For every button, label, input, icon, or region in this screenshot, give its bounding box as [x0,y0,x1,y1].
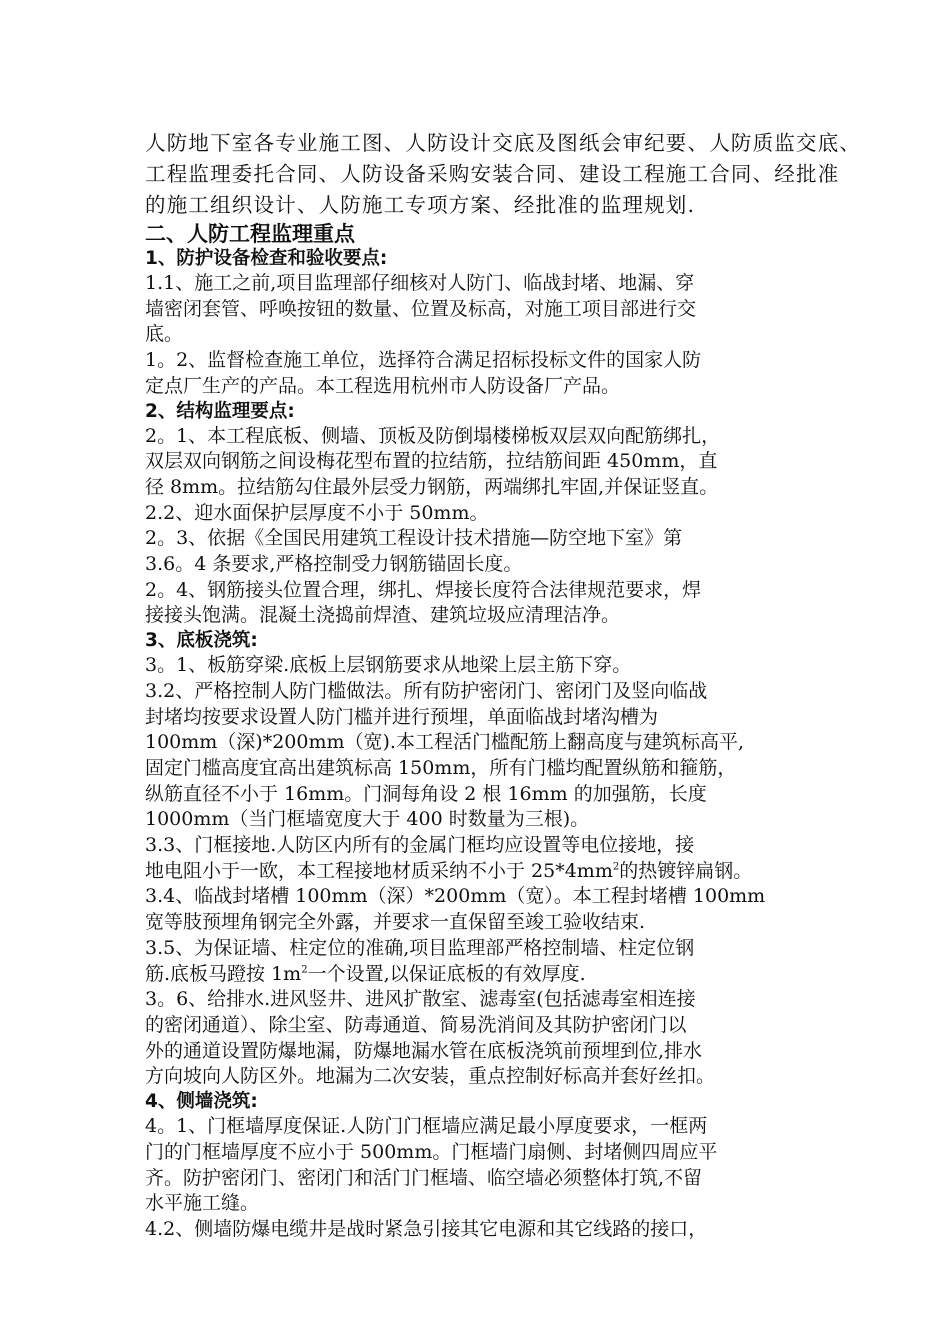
text-line: 3.3、门框接地.人防区内所有的金属门框均应设置等电位接地，接 [145,834,695,857]
text-line: 2。1、本工程底板、侧墙、顶板及防倒塌楼梯板双层双向配筋绑扎， [145,424,721,447]
text-segment: 筋.底板马蹬按 1m [145,962,302,985]
text-line: 水平施工缝。 [145,1192,260,1215]
text-line: 接接头饱满。混凝土浇捣前焊渣、建筑垃圾应清理洁净。 [145,604,621,627]
text-line: 2。4、钢筋接头位置合理，绑扎、焊接长度符合法律规范要求，焊 [145,578,702,601]
text-line: 墙密闭套管、呼唤按钮的数量、位置及标高，对施工项目部进行交 [145,297,697,320]
section-heading: 二、人防工程监理重点 [145,222,355,246]
text-line: 2.2、迎水面保护层厚度不小于 50mm。 [145,501,489,524]
superscript: 2 [301,964,308,976]
text-line: 1。2、监督检查施工单位，选择符合满足招标投标文件的国家人防 [145,349,702,372]
text-line: 4.2、侧墙防爆电缆井是战时紧急引接其它电源和其它线路的接口， [145,1217,708,1240]
intro-paragraph [145,128,905,221]
text-segment: 地电阻小于一欧，本工程接地材质采纳不小于 25*4mm [145,859,613,882]
subsection-body-3 [145,653,905,1090]
text-line: 径 8mm。拉结筋勾住最外层受力钢筋，两端绑扎牢固,并保证竖直。 [145,475,719,498]
text-line: 2。3、依据《全国民用建筑工程设计技术措施—防空地下室》第 [145,527,683,550]
text-line: 固定门槛高度宜高出建筑标高 150mm，所有门槛均配置纵筋和箍筋， [145,756,737,779]
document-page [145,128,905,1243]
subsection-title-4: 4、侧墙浇筑: [145,1091,258,1113]
text-line: 宽等肢预埋角钢完全外露，并要求一直保留至竣工验收结束. [145,911,646,934]
text-line: 齐。防护密闭门、密闭门和活门门框墙、临空墙必须整体打筑,不留 [145,1166,703,1189]
subsection-title-3: 3、底板浇筑: [145,630,258,652]
text-line: 100mm（深)*200mm（宽).本工程活门槛配筋上翻高度与建筑标高平, [145,731,745,754]
text-line [145,962,905,988]
subsection-body-2 [145,424,905,630]
subsection-body-1 [145,271,905,400]
text-line: 封堵均按要求设置人防门槛并进行预埋，单面临战封堵沟槽为 [145,705,659,728]
text-line: 3.4、临战封堵槽 100mm（深）*200mm（宽）。本工程封堵槽 100mm [145,885,766,908]
subsection-body-4 [145,1114,905,1243]
text-line: 4。1、门框墙厚度保证.人防门门框墙应满足最小厚度要求，一框两 [145,1115,708,1138]
text-line: 双层双向钢筋之间设梅花型布置的拉结筋，拉结筋间距 450mm，直 [145,450,718,473]
text-line: 1.1、施工之前,项目监理部仔细核对人防门、临战封堵、地漏、穿 [145,272,695,294]
text-segment: 的热镀锌扁钢。 [619,859,753,882]
text-line: 纵筋直径不小于 16mm。门洞每角设 2 根 16mm 的加强筋，长度 [145,782,707,805]
subsection-title-1: 1、防护设备检查和验收要点: [145,248,388,269]
text-line [145,859,905,885]
text-line: 人防地下室各专业施工图、人防设计交底及图纸会审纪要、人防质监交底、 [145,131,862,155]
text-line: 3.2、严格控制人防门槛做法。所有防护密闭门、密闭门及竖向临战 [145,679,708,702]
text-line: 的施工组织设计、人防施工专项方案、经批准的监理规划. [145,193,696,217]
text-line: 3。6、给排水.进风竖井、进风扩散室、滤毒室(包括滤毒室相连接 [145,988,696,1011]
superscript: 2 [612,861,620,873]
text-line: 底。 [145,323,184,346]
text-line: 方向坡向人防区外。地漏为二次安装，重点控制好标高并套好丝扣。 [145,1065,716,1088]
text-line: 3.6。4 条要求,严格控制受力钢筋锚固长度。 [145,553,523,576]
text-line: 1000mm（当门框墙宽度大于 400 时数量为三根)。 [145,808,590,831]
text-segment: 一个设置,以保证底板的有效厚度. [307,962,586,985]
text-line: 工程监理委托合同、人防设备采购安装合同、建设工程施工合同、经批准 [145,162,840,186]
text-line: 外的通道设置防爆地漏，防爆地漏水管在底板浇筑前预埋到位,排水 [145,1039,703,1062]
text-line: 3.5、为保证墙、柱定位的准确,项目监理部严格控制墙、柱定位钢 [145,936,695,959]
text-line: 的密闭通道）、除尘室、防毒通道、简易洗消间及其防护密闭门以 [145,1013,687,1036]
text-line: 3。1、板筋穿梁.底板上层钢筋要求从地梁上层主筋下穿。 [145,654,632,677]
subsection-title-2: 2、结构监理要点: [145,400,295,422]
text-line: 门的门框墙厚度不应小于 500mm。门框墙门扇侧、封堵侧四周应平 [145,1140,718,1163]
text-line: 定点厂生产的产品。本工程选用杭州市人防设备厂产品。 [145,374,621,397]
